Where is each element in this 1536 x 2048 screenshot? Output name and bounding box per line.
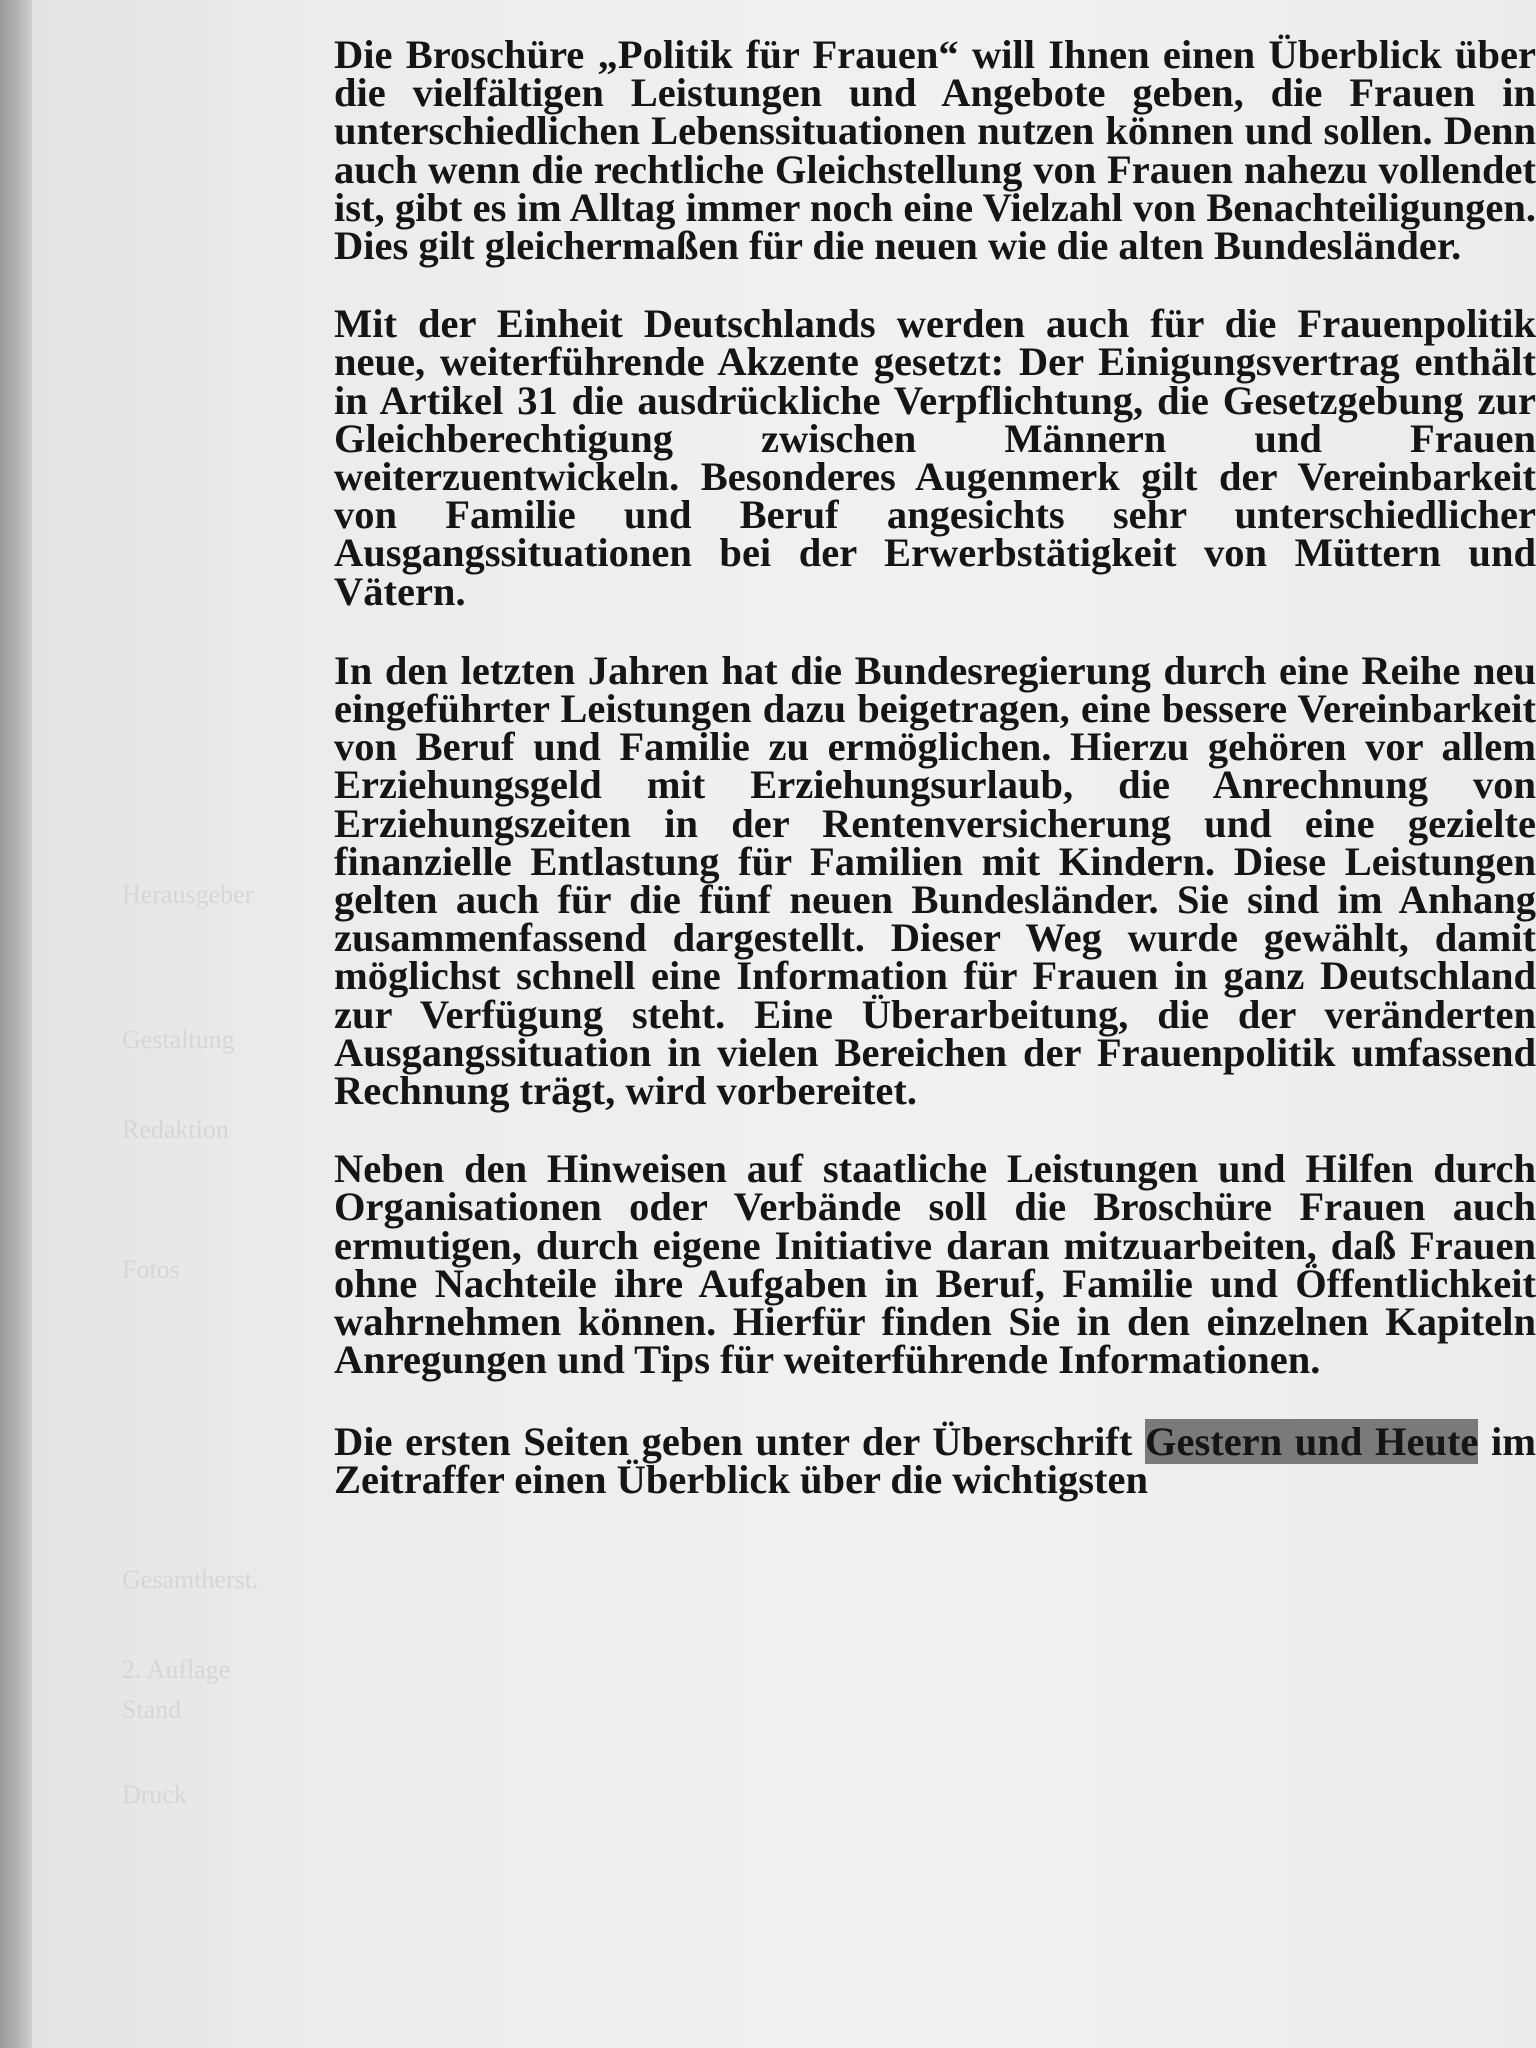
paragraph-intro: Die Broschüre „Politik für Frauen“ will Ihnen einen Überblick über die vielfältigen Leistungen und Angebote geben, die Frauen in unterschiedlichen Lebenssituationen nutzen können und sollen. Denn auch wenn die rechtliche Gleichstellung von Frauen nahezu vollendet ist, gibt es im Alltag immer noch eine Vielzahl von Benachteiligungen. Dies gilt gleichermaßen für die neuen wie die alten Bundesländer. [334,32,1536,269]
show-through-text: Fotos [122,1255,180,1284]
show-through-text: Gesamtherst. [122,1565,259,1594]
show-through-text: Stand [122,1695,182,1724]
show-through-text: Druck [122,1780,187,1809]
highlighted-heading-reference: Gestern und Heute [1144,1418,1479,1464]
show-through-text: Redaktion [122,1115,229,1144]
paragraph-encouragement: Neben den Hinweisen auf staatliche Leistungen und Hilfen durch Organisationen oder Verbände soll die Broschüre Frauen auch ermutigen, durch eigene Initiative daran mitzuarbeiten, daß Frauen ohne Nachteile ihre Aufgaben in Beruf, Familie und Öffentlichkeit wahrnehmen können. Hierfür finden Sie in den einzelnen Kapiteln Anregungen und Tips für weiterführende Informationen. [334,1146,1536,1383]
paragraph-text-after: im Zeitraffer einen Überblick über die wichtigsten [334,1418,1536,1502]
body-text [334,32,1536,1539]
page-edge [0,0,32,2048]
paragraph-text-before: Die ersten Seiten geben unter der Überschrift [334,1418,1145,1464]
show-through-text: 2. Auflage [122,1655,231,1684]
paragraph-government-benefits: In den letzten Jahren hat die Bundesregierung durch eine Reihe neu eingeführter Leistungen dazu beigetragen, eine bessere Vereinbarkeit von Beruf und Familie zu ermöglichen. Hierzu gehören vor allem Erziehungsgeld mit Erziehungsurlaub, die Anrechnung von Erziehungszeiten in der Rentenversicherung und eine gezielte finanzielle Entlastung für Familien mit Kindern. Diese Leistungen gelten auch für die fünf neuen Bundesländer. Sie sind im Anhang zusammenfassend dargestellt. Dieser Weg wurde gewählt, damit möglichst schnell eine Information für Frauen in ganz Deutschland zur Verfügung steht. Eine Überarbeitung, die der veränderten Ausgangssituation in vielen Bereichen der Frauenpolitik umfassend Rechnung trägt, wird vorbereitet. [334,647,1536,1114]
show-through-text: Gestaltung [122,1025,235,1054]
document-page [32,0,1536,2048]
show-through-text: Herausgeber [122,880,254,909]
paragraph-unity: Mit der Einheit Deutschlands werden auch für die Frauenpolitik neue, weiterführende Akzente gesetzt: Der Einigungsvertrag enthält in Artikel 31 die ausdrückliche Verpflichtung, die Gesetzgebung zur Gleichberechtigung zwischen Männern und Frauen weiterzuentwickeln. Besonderes Augenmerk gilt der Vereinbarkeit von Familie und Beruf angesichts sehr unterschiedlicher Ausgangssituationen bei der Erwerbstätigkeit von Müttern und Vätern. [334,301,1536,614]
paragraph-first-pages [334,1418,1536,1502]
